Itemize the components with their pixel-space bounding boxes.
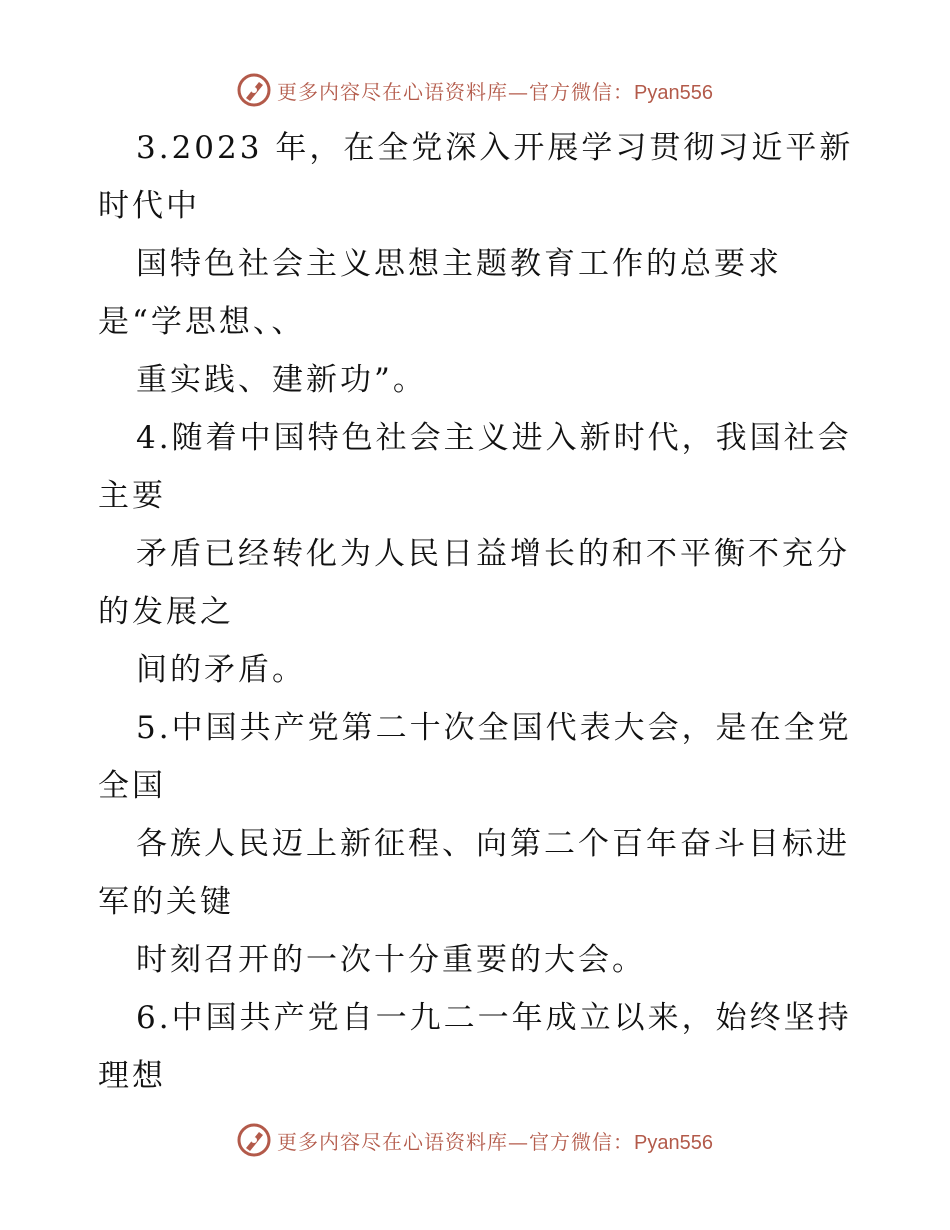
watermark-brand: Pyan556 <box>634 1131 713 1154</box>
text-line: 是“学思想、、 <box>98 304 306 340</box>
header-watermark <box>0 70 950 110</box>
text-line: 的发展之 <box>98 594 234 630</box>
text-line: 矛盾已经转化为人民日益增长的和不平衡不充分 <box>136 536 850 572</box>
text-line: 军的关键 <box>98 884 234 920</box>
text-line: 主要 <box>98 478 166 514</box>
text-line: 间的矛盾。 <box>136 652 306 688</box>
text-line: 重实践、建新功”。 <box>136 362 427 398</box>
text-line: 时刻召开的一次十分重要的大会。 <box>136 942 646 978</box>
watermark-text <box>277 76 713 105</box>
pen-logo-icon <box>237 73 271 107</box>
text-line: 各族人民迈上新征程、向第二个百年奋斗目标进 <box>136 826 850 862</box>
text-line: 4.随着中国特色社会主义进入新时代，我国社会 <box>136 420 852 456</box>
text-line: 3.2023 年，在全党深入开展学习贯彻习近平新 <box>136 130 854 166</box>
watermark-label: 更多内容尽在心语资料库—官方微信： <box>277 79 635 104</box>
watermark-text <box>277 1126 713 1155</box>
text-line: 理想 <box>98 1058 166 1094</box>
text-line: 时代中 <box>98 188 200 224</box>
watermark-brand: Pyan556 <box>634 81 713 104</box>
footer-watermark <box>0 1120 950 1160</box>
watermark-label: 更多内容尽在心语资料库—官方微信： <box>277 1129 635 1154</box>
text-line: 全国 <box>98 768 166 804</box>
text-line: 6.中国共产党自一九二一年成立以来，始终坚持 <box>136 1000 852 1036</box>
pen-logo-icon <box>237 1123 271 1157</box>
text-line: 5.中国共产党第二十次全国代表大会，是在全党 <box>136 710 852 746</box>
text-line: 国特色社会主义思想主题教育工作的总要求 <box>136 246 782 282</box>
